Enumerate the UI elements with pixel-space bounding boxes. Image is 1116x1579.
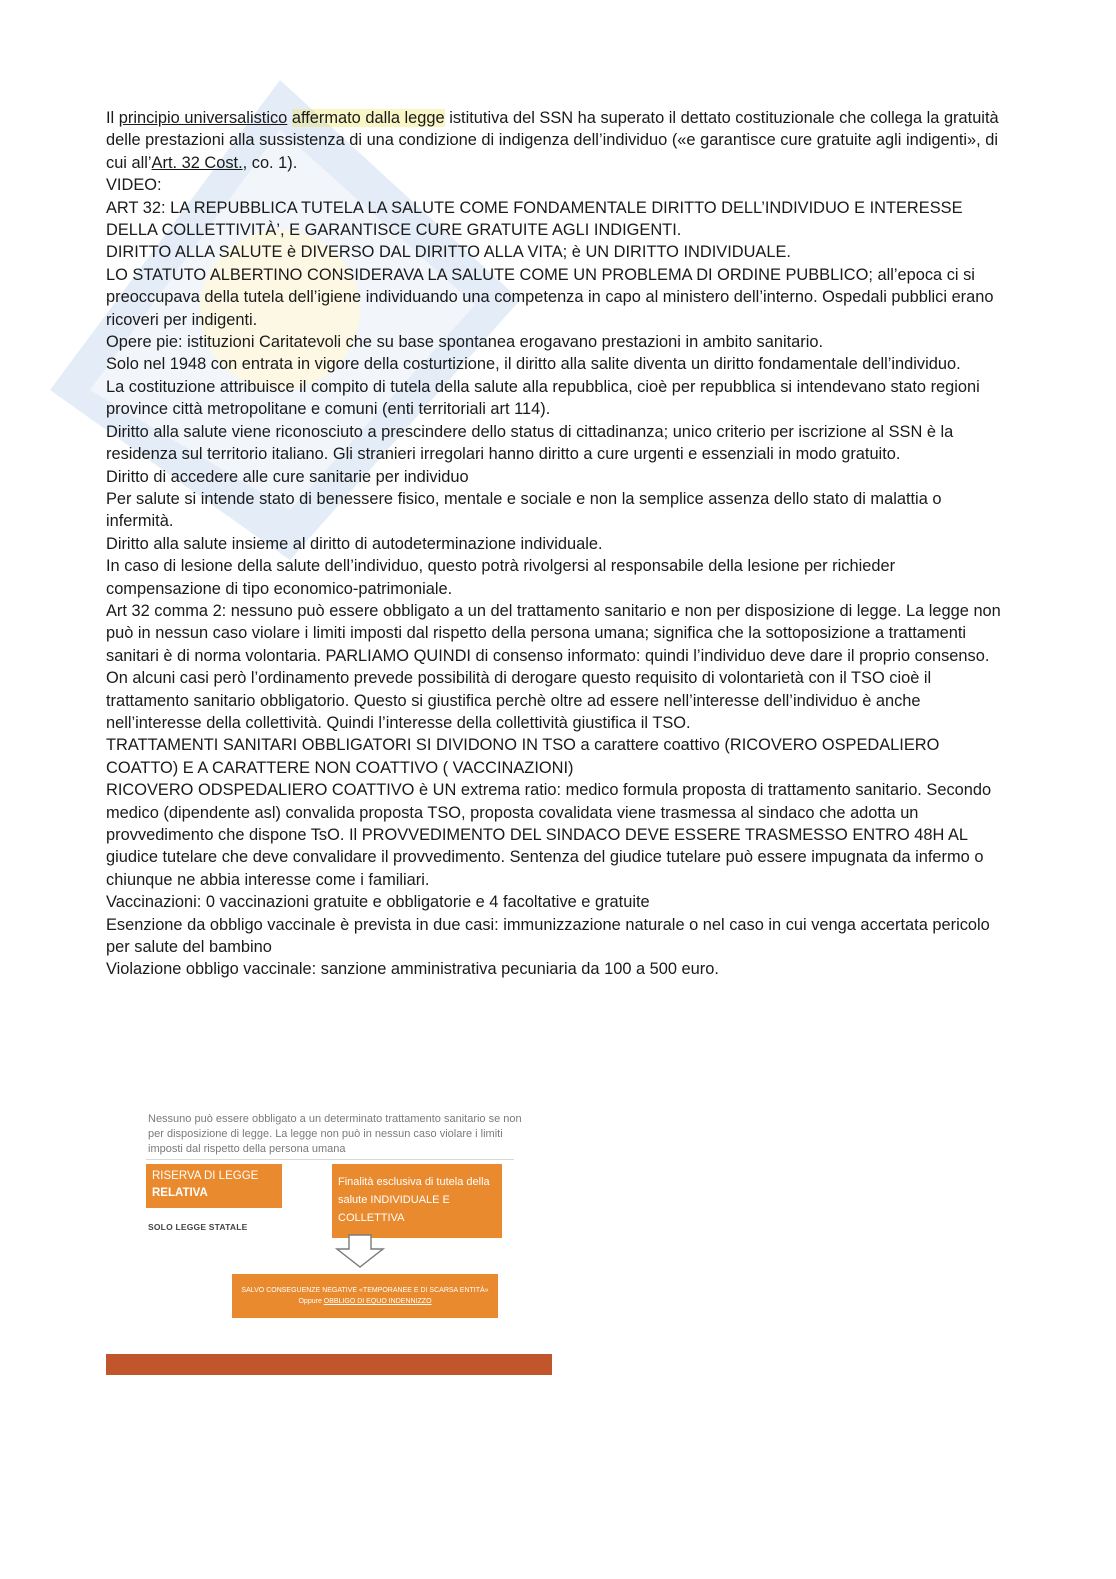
link-principio-universalistico[interactable]: principio universalistico: [118, 109, 288, 127]
paragraph-esenzione: Esenzione da obbligo vaccinale è prevista in due casi: immunizzazione naturale o nel caso in cui venga accertata pericolo per salute del bambino: [106, 915, 990, 957]
slide-intro-text: Nessuno può essere obbligato a un determinato trattamento sanitario se non per disposizione di legge. La legge non può in nessun caso violare i limiti imposti dal rispetto della persona umana: [148, 1113, 522, 1155]
finalita-box: Finalità esclusiva di tutela della salute INDIVIDUALE E COLLETTIVA: [332, 1164, 502, 1238]
paragraph-definizione-salute: Per salute si intende stato di benessere fisico, mentale e sociale e non la semplice assenza dello stato di malattia o infermità.: [106, 489, 942, 531]
paragraph-opere-pie: Opere pie: istituzioni Caritatevoli che su base spontanea erogavano prestazioni in ambito sanitario.: [106, 333, 824, 352]
paragraph-accesso-cure: Diritto di accedere alle cure sanitarie per individuo: [106, 467, 469, 486]
arrow-down-icon: [335, 1234, 385, 1268]
slide-divider: [146, 1159, 514, 1160]
paragraph-ricovero-coatto: RICOVERO ODSPEDALIERO COATTIVO è UN extrema ratio: medico formula proposta di trattamento sanitario. Secondo medico (dipendente asl) convalida proposta TSO, proposta covalidata viene trasmessa al sindaco che adotta un provvedimento che dispone TsO. Il PROVVEDIMENTO DEL SINDACO DEVE ESSERE TRASMESSO ENTRO 48H AL giudice tutelare che deve convalidare il provvedimento. Sentenza del giudice tutelare può essere impugnata da infermo o chiunque ne abbia interesse come i familiari.: [106, 781, 992, 889]
paragraph-art32-comma2: Art 32 comma 2: nessuno può essere obbligato a un del trattamento sanitario e non per disposizione di legge. La legge non può in nessun caso violare i limiti imposti dal rispetto della persona umana; significa che la sottoposizione a trattamenti sanitari è di norma volontaria. PARLIAMO QUINDI di consenso informato: quindi l’individuo deve dare il proprio consenso. On alcuni casi però l’ordinamento prevede possibilità di derogare questo requisito di volontarietà con il TSO cioè il trattamento sanitario obbligatorio. Questo si giustifica perchè oltre ad essere nell’interesse dell’individuo è anche nell’interesse della collettività. Quindi l’interesse della collettività giustifica il TSO.: [106, 601, 1001, 732]
slide-footer-bar: [106, 1354, 552, 1375]
paragraph-cittadinanza: Diritto alla salute viene riconosciuto a prescindere dello status di cittadinanza; unico criterio per iscrizione al SSN è la residenza sul territorio italiano. Gli stranieri irregolari hanno diritto a cure urgenti e essenziali in modo gratuito.: [106, 422, 954, 464]
riserva-di-legge-box: RISERVA DI LEGGE RELATIVA: [146, 1164, 282, 1208]
paragraph-repubblica: La costituzione attribuisce il compito di tutela della salute alla repubblica, cioè per repubblica si intendevano stato regioni province città metropolitane e comuni (enti territoriali art 114).: [106, 377, 980, 419]
paragraph-vaccinazioni: Vaccinazioni: 0 vaccinazioni gratuite e obbligatorie e 4 facoltative e gratuite: [106, 893, 650, 912]
paragraph-autodeterminazione: Diritto alla salute insieme al diritto di autodeterminazione individuale.: [106, 534, 603, 553]
conseguenze-box: SALVO CONSEGUENZE NEGATIVE «TEMPORANEE E DI SCARSA ENTITÀ» Oppure OBBLIGO DI EQUO INDENNIZZO: [232, 1274, 498, 1318]
paragraph-tso-tipi: TRATTAMENTI SANITARI OBBLIGATORI SI DIVIDONO IN TSO a carattere coattivo (RICOVERO OSPEDALIERO COATTO) E A CARATTERE NON COATTIVO ( VACCINAZIONI): [106, 736, 940, 777]
paragraph-violazione: Violazione obbligo vaccinale: sanzione amministrativa pecuniaria da 100 a 500 euro.: [106, 960, 719, 979]
paragraph-diritto-vita: DIRITTO ALLA SALUTE è DIVERSO DAL DIRITTO ALLA VITA; è UN DIRITTO INDIVIDUALE.: [106, 243, 791, 262]
equo-indennizzo-link: OBBLIGO DI EQUO INDENNIZZO: [323, 1298, 432, 1305]
paragraph-statuto: LO STATUTO ALBERTINO CONSIDERAVA LA SALUTE COME UN PROBLEMA DI ORDINE PUBBLICO; all’epoca ci si preoccupava della tutela dell’igiene individuando una competenza in capo al ministero dell’interno. Ospedali pubblici erano ricoveri per indigenti.: [106, 265, 994, 329]
paragraph-art32: ART 32: LA REPUBBLICA TUTELA LA SALUTE COME FONDAMENTALE DIRITTO DELL’INDIVIDUO E INTERESSE DELLA COLLETTIVITÀ’, E GARANTISCE CURE GRATUITE AGLI INDIGENTI.: [106, 198, 963, 240]
embedded-slide: [106, 1100, 552, 1375]
link-art-32-cost[interactable]: Art. 32 Cost.: [151, 153, 243, 172]
solo-legge-statale-label: SOLO LEGGE STATALE: [148, 1222, 248, 1232]
paragraph-lesione: In caso di lesione della salute dell’individuo, questo potrà rivolgersi al responsabile della lesione per richieder compensazione di tipo economico-patrimoniale.: [106, 557, 896, 598]
paragraph-intro: Il principio universalistico affermato dalla legge istitutiva del SSN ha superato il dettato costituzionale che collega la gratuità delle prestazioni alla sussistenza di una condizione di indigenza dell’individuo («e garantisce cure gratuite agli indigenti», di cui all’Art. 32 Cost., co. 1).: [106, 109, 999, 172]
highlighted-text: affermato dalla legge: [291, 109, 445, 127]
document-body: [106, 107, 1006, 981]
paragraph-1948: Solo nel 1948 con entrata in vigore della costurtizione, il diritto alla salite diventa un diritto fondamentale dell’individuo.: [106, 355, 961, 374]
paragraph-video-label: VIDEO:: [106, 176, 162, 195]
